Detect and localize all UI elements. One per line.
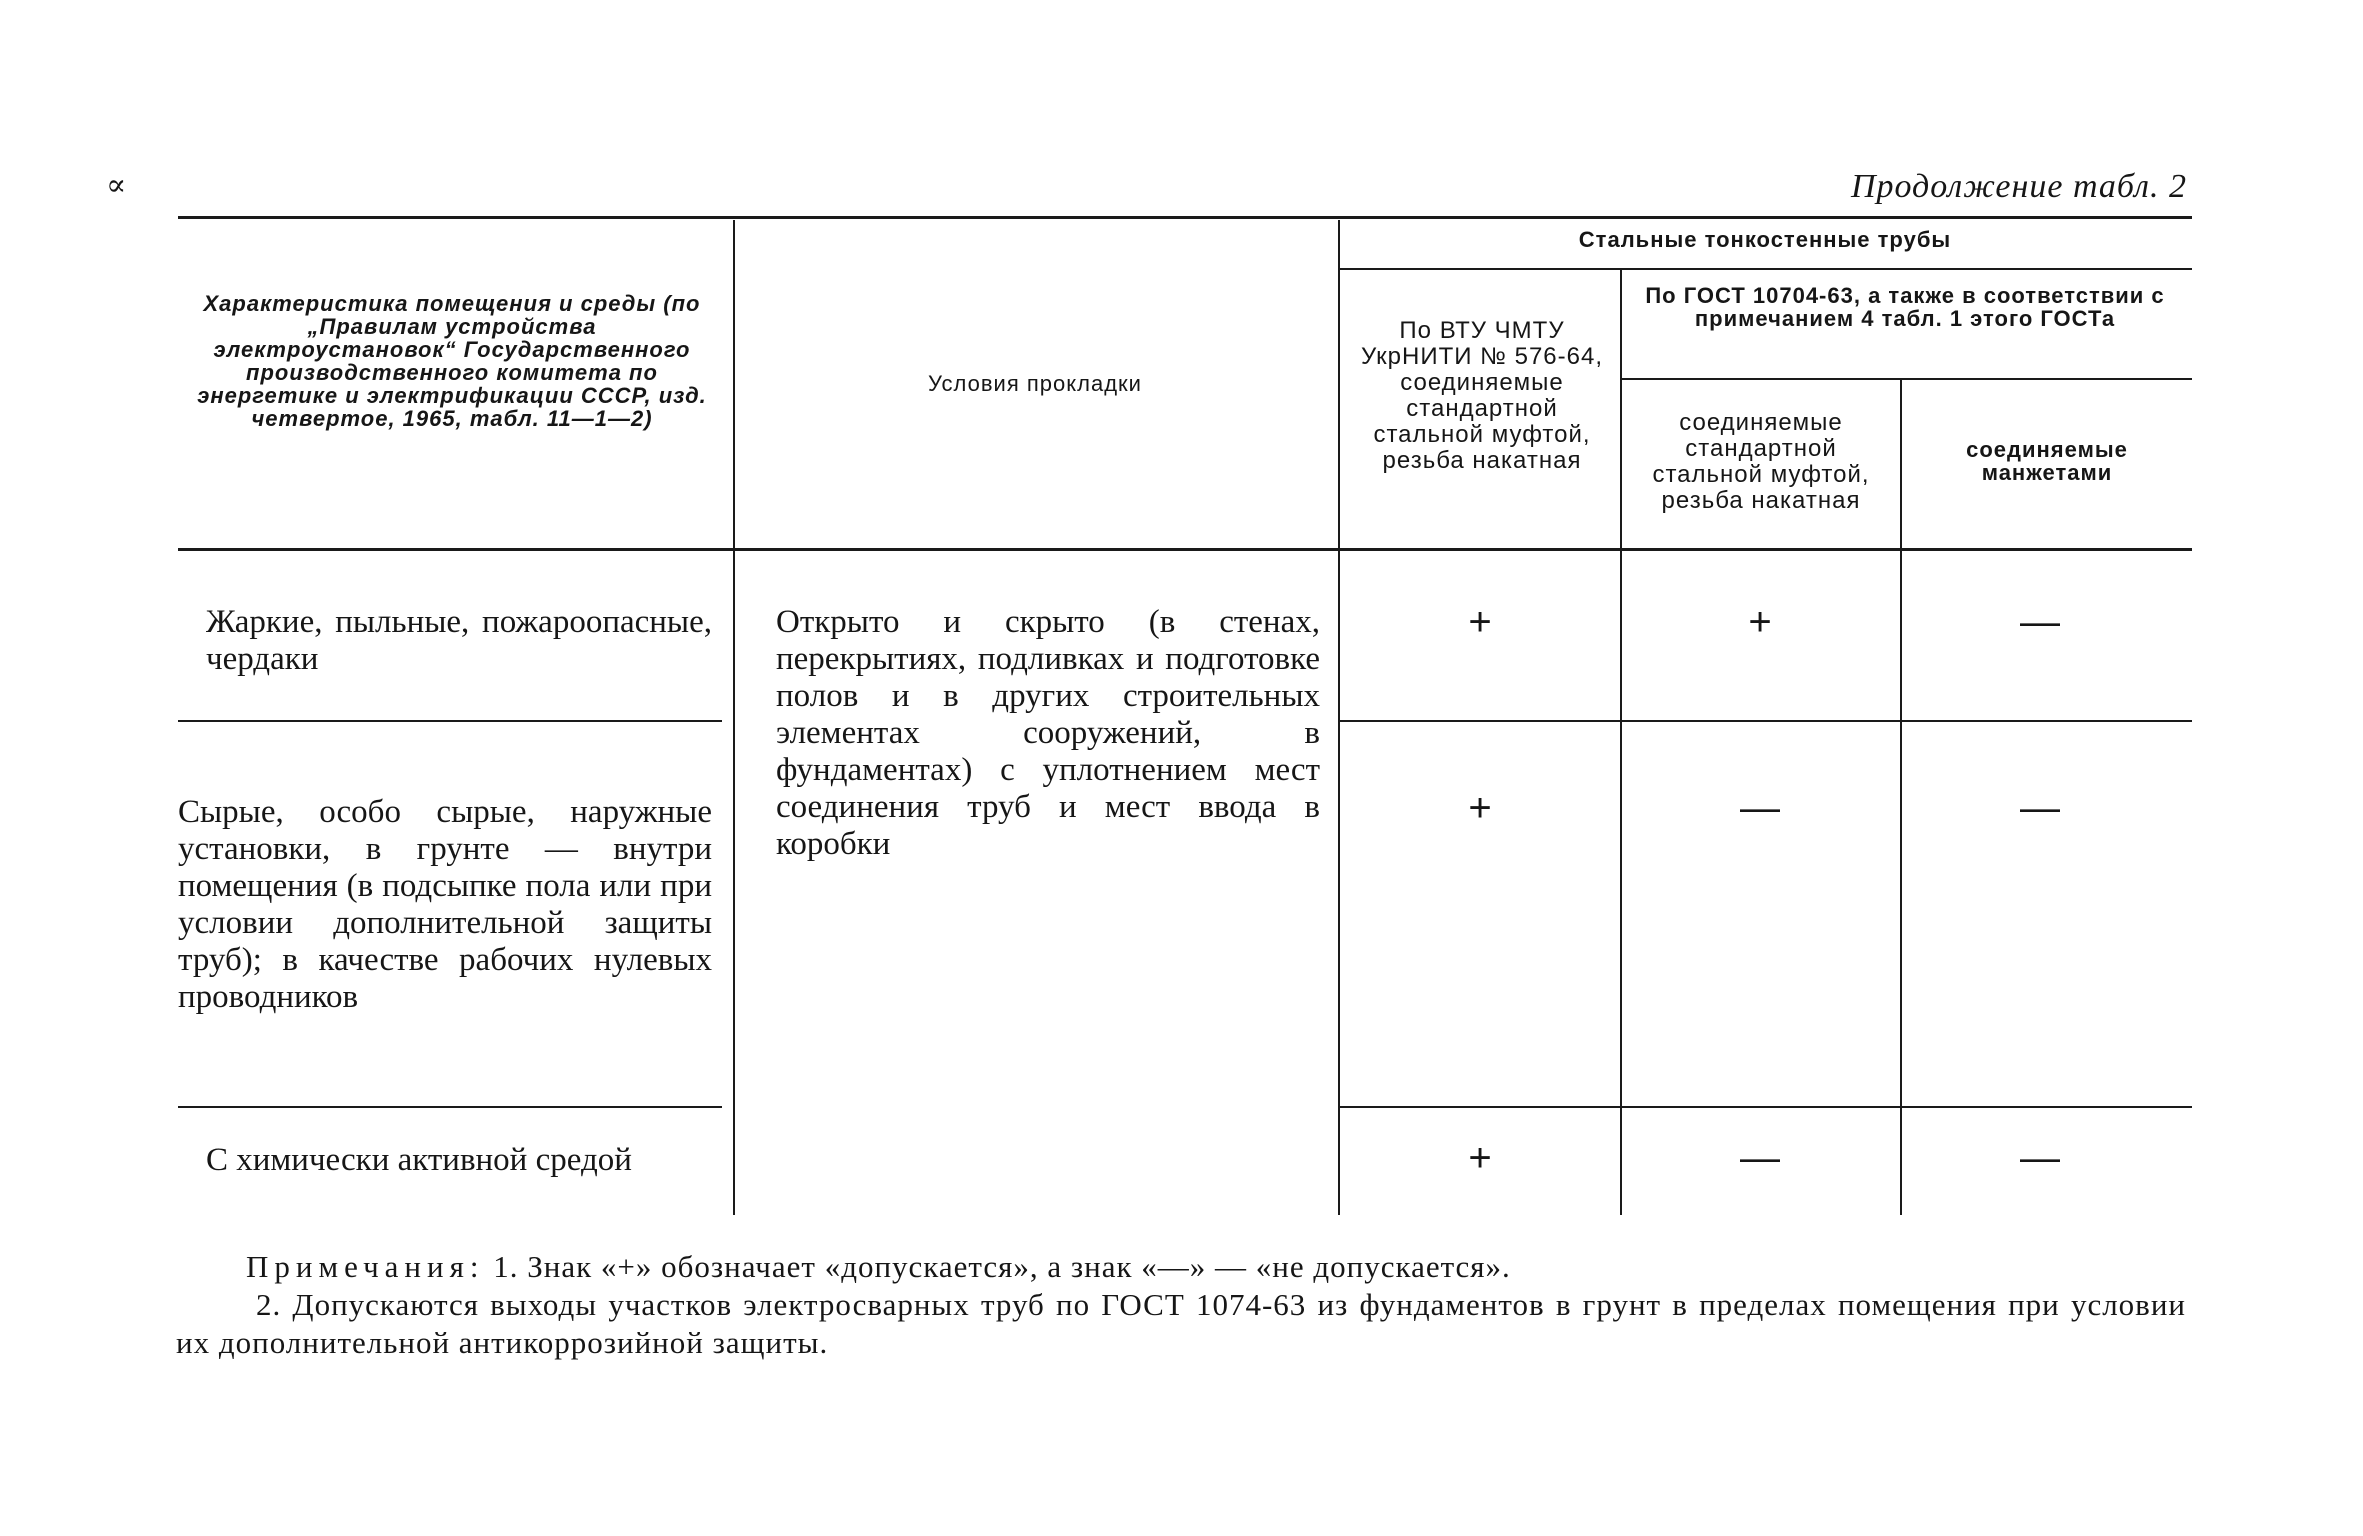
row2-gost-cuff-sign: — <box>2020 786 2060 830</box>
corner-mark: ∝ <box>106 169 127 202</box>
laying-conditions-cell: Открыто и скрыто (в стенах, перекрытиях, подливках и подготовке полов и в других строительных элементах сооружений, в фундаментах) с уплотнением мест соединения труб и мест ввода в коробки <box>776 604 1320 862</box>
header-gost: По ГОСТ 10704-63, а также в соответствии с примечанием 4 табл. 1 этого ГОСТа <box>1645 283 2165 331</box>
header-gost-cuff: соединяемые манжетами <box>1966 437 2128 485</box>
row2-rule-right <box>1340 1106 2192 1108</box>
header-steel-thin-wall-pipes: Стальные тонкостенные трубы <box>1578 227 1952 252</box>
col-divider-1 <box>733 220 735 1215</box>
col-divider-2 <box>1338 220 1340 1215</box>
row1-gost-cuff-sign: — <box>2020 600 2060 644</box>
row2-gost-coupling-sign: — <box>1740 786 1780 830</box>
header-vtu: По ВТУ ЧМТУ УкрНИТИ № 576-64, соединяемые стандартной стальной муфтой, резьба накатная <box>1361 317 1603 474</box>
note-1 <box>176 1248 2186 1286</box>
header-environment: Характеристика помещения и среды (по „Правилам устройства электроустановок“ Государственного производственного комитета по энергетике и электрификации СССР, изд. четвертое, 1965, табл. 11—1—2) <box>197 291 707 431</box>
row1-rule-right <box>1340 720 2192 722</box>
row3-gost-cuff-sign: — <box>2020 1136 2060 1180</box>
row3-vtu-sign: + <box>1468 1136 1492 1180</box>
subgroup-header-rule <box>1620 378 2192 380</box>
row3-environment: С химически активной средой <box>206 1142 632 1178</box>
note-2: 2. Допускаются выходы участков электросварных труб по ГОСТ 1074-63 из фундаментов в грунт в пределах помещения при условии их дополнительной антикоррозийной защиты. <box>176 1287 2186 1360</box>
row2-environment: Сырые, особо сырые, наружные установки, в грунте — внутри помещения (в подсыпке пола или при условии дополнительной защиты труб); в качестве рабочих нулевых проводников <box>178 794 712 1015</box>
header-gost-coupling: соединяемые стандартной стальной муфтой, резьба накатная <box>1652 409 1870 514</box>
notes-label: Примечания: <box>246 1249 485 1284</box>
table-top-rule <box>178 216 2192 219</box>
row1-gost-coupling-sign: + <box>1748 600 1772 644</box>
col-divider-3 <box>1620 270 1622 1215</box>
note-1-text: 1. Знак «+» обозначает «допускается», а знак «—» — «не допускается». <box>493 1249 1511 1284</box>
row3-gost-coupling-sign: — <box>1740 1136 1780 1180</box>
group-header-rule <box>1340 268 2192 270</box>
header-bottom-rule <box>178 548 2192 551</box>
row1-rule-left <box>178 720 722 722</box>
row1-environment: Жаркие, пыльные, пожароопасные, чердаки <box>206 604 712 677</box>
col-divider-4 <box>1900 380 1902 1215</box>
row2-vtu-sign: + <box>1468 786 1492 830</box>
row1-vtu-sign: + <box>1468 600 1492 644</box>
notes-block <box>176 1248 2186 1362</box>
table-continuation-caption: Продолжение табл. 2 <box>1850 168 2187 205</box>
row2-rule-left <box>178 1106 722 1108</box>
header-laying-conditions: Условия прокладки <box>928 371 1142 396</box>
